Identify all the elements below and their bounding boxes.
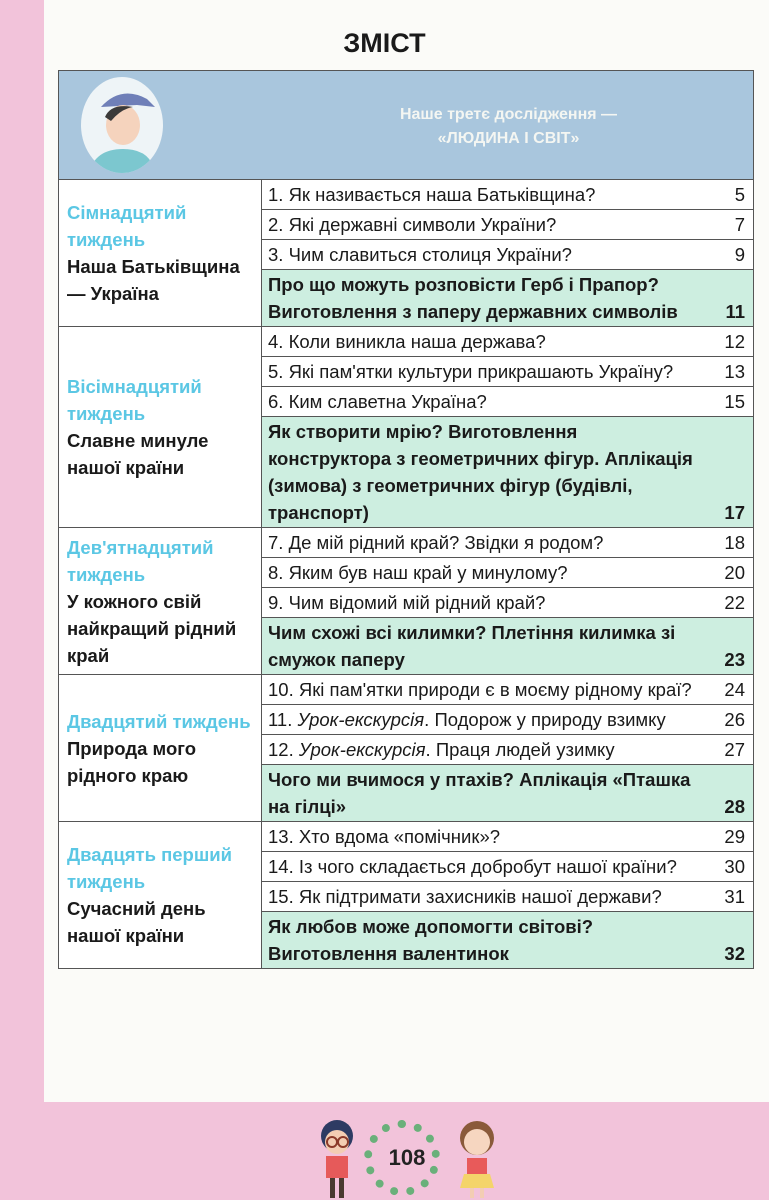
- boy-illustration: [81, 77, 163, 173]
- lesson-text: 6. Ким славетна Україна?: [268, 391, 487, 412]
- banner-line-1: Наше третє дослідження —: [399, 106, 618, 123]
- toc-lesson[interactable]: [262, 210, 753, 240]
- toc-section: [59, 822, 753, 968]
- lesson-type: Урок-екскурсія: [298, 739, 426, 760]
- lesson-text: . Праця людей узимку: [425, 739, 615, 760]
- week-label: Двадцятий тиждень: [67, 710, 251, 732]
- page-ref: 20: [724, 562, 745, 583]
- lesson-list: [262, 327, 753, 527]
- page-ref: 23: [724, 649, 745, 670]
- page-ref: 24: [724, 679, 745, 700]
- lesson-title: [268, 619, 705, 673]
- page-ref: 22: [724, 592, 745, 613]
- lesson-text: Чого ми вчимося у птахів? Аплікація «Пташка на гілці»: [268, 769, 691, 817]
- lesson-title: [268, 529, 705, 556]
- toc-lesson[interactable]: [262, 588, 753, 618]
- toc-craft-lesson[interactable]: [262, 270, 753, 326]
- lesson-text: Як любов може допомогти світові? Виготовлення валентинок: [268, 916, 594, 964]
- toc-lesson[interactable]: [262, 735, 753, 765]
- page-ref: 13: [724, 361, 745, 382]
- section-heading: [59, 528, 262, 674]
- lesson-title: [268, 853, 705, 880]
- week-label: Дев'ятнадцятий тиждень: [67, 536, 214, 585]
- toc-lesson[interactable]: [262, 705, 753, 735]
- lesson-title: [268, 211, 705, 238]
- lesson-title: [268, 823, 705, 850]
- page-number: 108: [388, 1145, 426, 1170]
- toc-craft-lesson[interactable]: [262, 618, 753, 674]
- lesson-list: [262, 675, 753, 821]
- girl-icon: [450, 1112, 505, 1200]
- lesson-text: Як створити мрію? Виготовлення конструктора з геометричних фігур. Аплікація (зимова) з геометричних фігур (будівлі, транспорт): [268, 421, 693, 523]
- lesson-text: 7. Де мій рідний край? Звідки я родом?: [268, 532, 604, 553]
- page-ref: 31: [724, 886, 745, 907]
- boy-glasses-icon: [312, 1112, 362, 1200]
- section-heading: [59, 180, 262, 326]
- page-ref: 15: [724, 391, 745, 412]
- lesson-text: Чим схожі всі килимки? Плетіння килимка зі смужок паперу: [268, 622, 676, 670]
- lesson-number: 11.: [268, 709, 298, 730]
- section-heading: [59, 675, 262, 821]
- lesson-title: [268, 736, 705, 763]
- week-label: Вісімнадцятий тиждень: [67, 376, 202, 424]
- lesson-text: 9. Чим відомий мій рідний край?: [268, 592, 546, 613]
- page-ref: 7: [734, 214, 745, 235]
- toc-lesson[interactable]: [262, 528, 753, 558]
- page-ref: 32: [724, 943, 745, 964]
- page-ref: 5: [734, 184, 745, 205]
- toc-craft-lesson[interactable]: [262, 417, 753, 527]
- toc-section: [59, 528, 753, 675]
- toc-lesson[interactable]: [262, 180, 753, 210]
- toc-lesson[interactable]: [262, 852, 753, 882]
- toc-lesson[interactable]: [262, 675, 753, 705]
- toc-lesson[interactable]: [262, 822, 753, 852]
- lesson-text: . Подорож у природу взимку: [424, 709, 666, 730]
- lesson-text: 5. Які пам'ятки культури прикрашають Україну?: [268, 361, 674, 382]
- week-topic: Наша Батьківщина — Україна: [67, 256, 240, 304]
- table-of-contents: [58, 70, 754, 969]
- lesson-text: 4. Коли виникла наша держава?: [268, 331, 546, 352]
- lesson-title: [268, 271, 705, 325]
- lesson-text: 1. Як називається наша Батьківщина?: [268, 184, 596, 205]
- toc-section: [59, 675, 753, 822]
- page-ref: 11: [725, 301, 745, 322]
- toc-craft-lesson[interactable]: [262, 912, 753, 968]
- lesson-title: [268, 418, 705, 526]
- toc-lesson[interactable]: [262, 240, 753, 270]
- lesson-text: 2. Які державні символи України?: [268, 214, 557, 235]
- lesson-type: Урок-екскурсія: [297, 709, 425, 730]
- page-ref: 30: [724, 856, 745, 877]
- toc-lesson[interactable]: [262, 882, 753, 912]
- page-ref: 26: [724, 709, 745, 730]
- page-ref: 27: [724, 739, 745, 760]
- toc-section: [59, 180, 753, 327]
- lesson-title: [268, 589, 705, 616]
- week-topic: Природа мого рідного краю: [67, 737, 197, 786]
- section-heading: [59, 822, 262, 968]
- week-label: Двадцять перший тиждень: [67, 844, 233, 892]
- page-ref: 9: [734, 244, 745, 265]
- lesson-title: [268, 241, 705, 268]
- lesson-number: 12.: [268, 739, 299, 760]
- lesson-title: [268, 883, 705, 910]
- banner-line-2: «ЛЮДИНА І СВІТ»: [437, 130, 580, 147]
- lesson-title: [268, 676, 705, 703]
- lesson-text: 15. Як підтримати захисників нашої держави?: [268, 886, 662, 907]
- lesson-text: 8. Яким був наш край у минулому?: [268, 562, 568, 583]
- week-topic: У кожного свій найкращий рідний край: [67, 590, 237, 666]
- lesson-text: 13. Хто вдома «помічник»?: [268, 826, 501, 847]
- lesson-text: Про що можуть розповісти Герб і Прапор? Виготовлення з паперу державних символів: [268, 274, 678, 322]
- lesson-title: [268, 706, 705, 733]
- lesson-title: [268, 328, 705, 355]
- week-topic: Славне минуле нашої країни: [67, 430, 209, 478]
- page-ref: 29: [724, 826, 745, 847]
- week-label: Сімнадцятий тиждень: [67, 202, 187, 250]
- lesson-text: 3. Чим славиться столиця України?: [268, 244, 572, 265]
- toc-section: [59, 327, 753, 528]
- page-ref: 12: [724, 331, 745, 352]
- chapter-banner: [59, 71, 753, 180]
- toc-lesson[interactable]: [262, 357, 753, 387]
- page-ref: 17: [724, 502, 745, 523]
- lesson-text: 10. Які пам'ятки природи є в моєму рідному краї?: [268, 679, 692, 700]
- lesson-list: [262, 180, 753, 326]
- lesson-text: 14. Із чого складається добробут нашої країни?: [268, 856, 677, 877]
- toc-craft-lesson[interactable]: [262, 765, 753, 821]
- toc-lesson[interactable]: [262, 558, 753, 588]
- page-ref: 28: [724, 796, 745, 817]
- toc-lesson[interactable]: [262, 327, 753, 357]
- lesson-title: [268, 766, 705, 820]
- page-title: ЗМІСТ: [343, 28, 426, 58]
- lesson-title: [268, 388, 705, 415]
- lesson-list: [262, 528, 753, 674]
- lesson-list: [262, 822, 753, 968]
- section-heading: [59, 327, 262, 527]
- week-topic: Сучасний день нашої країни: [67, 898, 206, 946]
- toc-lesson[interactable]: [262, 387, 753, 417]
- lesson-title: [268, 559, 705, 586]
- page-ref: 18: [724, 532, 745, 553]
- lesson-title: [268, 913, 705, 967]
- lesson-title: [268, 181, 705, 208]
- lesson-title: [268, 358, 705, 385]
